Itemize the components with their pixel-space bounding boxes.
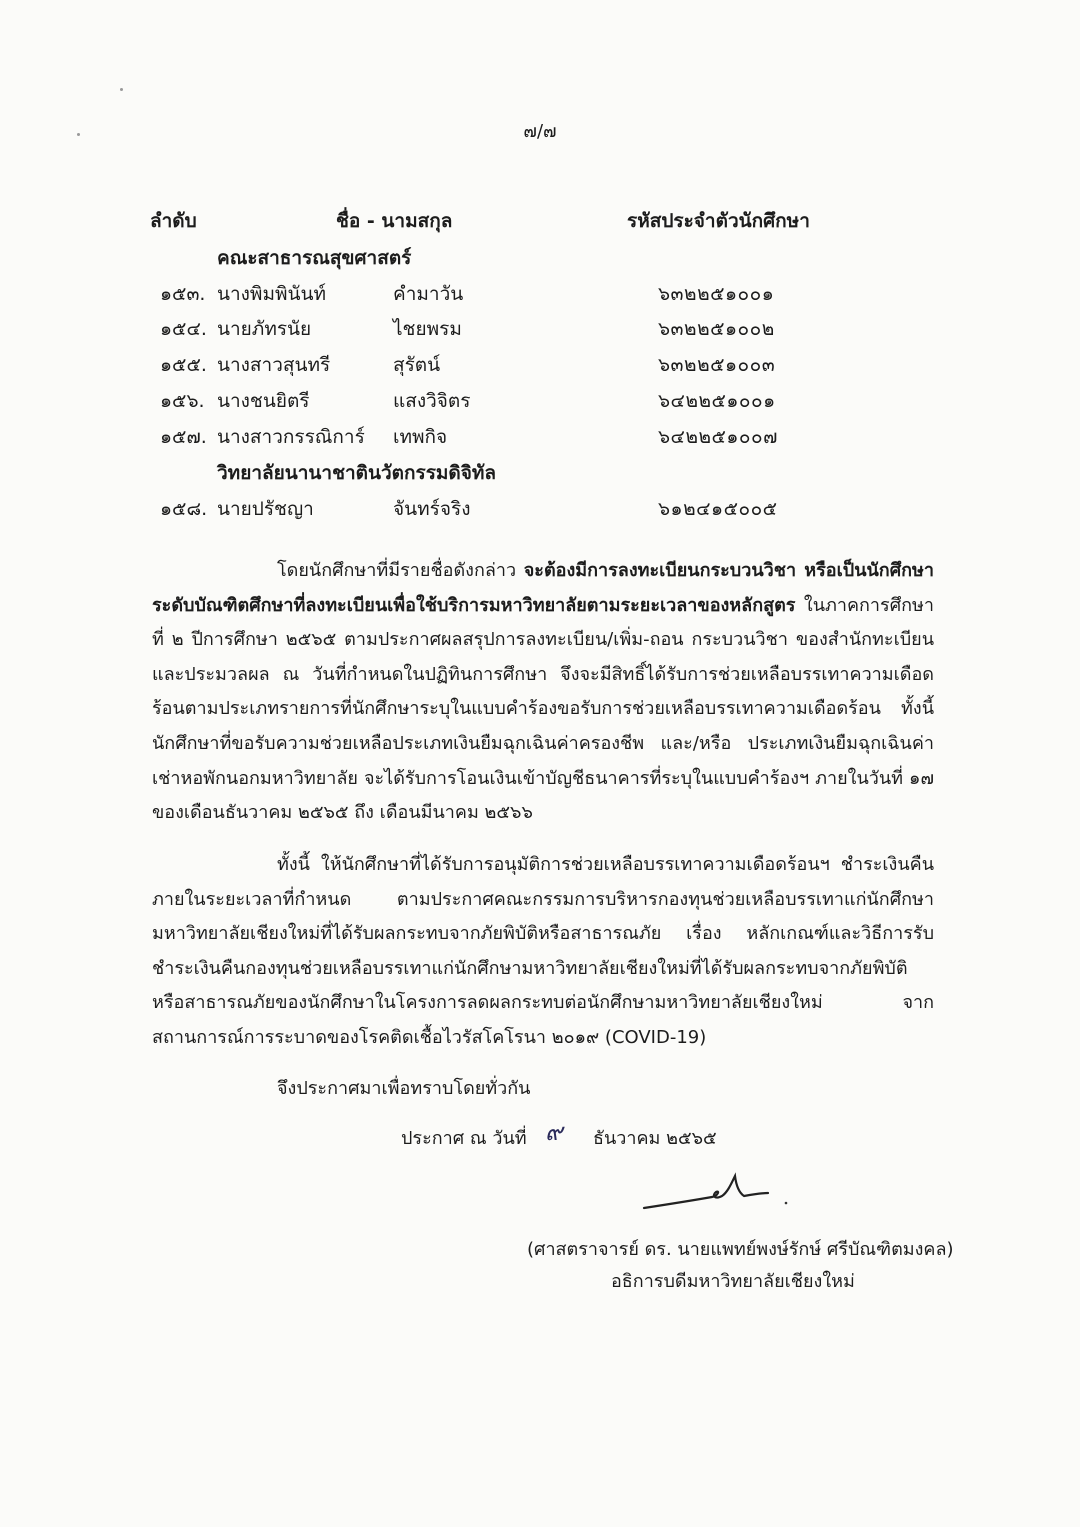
scan-speck: [120, 88, 123, 91]
first-name: นายปรัชญา: [217, 498, 314, 520]
student-id: ๖๑๒๔๑๕๐๐๕: [658, 498, 778, 520]
header-order: ลำดับ: [150, 210, 197, 232]
row-number: ๑๕๔.: [160, 318, 207, 340]
first-name: นางสาวสุนทรี: [217, 354, 331, 376]
header-student-id: รหัสประจำตัวนักศึกษา: [627, 210, 810, 232]
faculty-heading: คณะสาธารณสุขศาสตร์: [217, 247, 412, 269]
repayment-paragraph: ทั้งนี้ ให้นักศึกษาที่ได้รับการอนุมัติการช่วยเหลือบรรเทาความเดือดร้อนฯ ชำระเงินคืนภายในระยะเวลาที่กำหนด ตามประกาศคณะกรรมการบริหารกองทุนช่วยเหลือบรรเทาแก่นักศึกษามหาวิทยาลัยเชียงใหม่ที่ได้รับผลกระทบจากภัยพิบัติหรือสาธารณภัย เรื่อง หลักเกณฑ์และวิธีการรับชำระเงินคืนกองทุนช่วยเหลือบรรเทาแก่นักศึกษามหาวิทยาลัยเชียงใหม่ที่ได้รับผลกระทบจากภัยพิบัติหรือสาธารณภัยของนักศึกษาในโครงการลดผลกระทบต่อนักศึกษามหาวิทยาลัยเชียงใหม่ จากสถานการณ์การระบาดของโรคติดเชื้อไวรัสโคโรนา ๒๐๑๙ (COVID-19): [152, 854, 934, 1048]
table-row: [0, 350, 1080, 380]
faculty-heading: วิทยาลัยนานาชาตินวัตกรรมดิจิทัล: [217, 462, 497, 484]
table-row: [0, 422, 1080, 452]
date-month-year: ธันวาคม ๒๕๖๕: [593, 1128, 717, 1149]
first-name: นายภัทรนัย: [217, 318, 312, 340]
last-name: จันทร์จริง: [393, 498, 471, 520]
header-name: ชื่อ - นามสกุล: [336, 210, 453, 232]
row-number: ๑๕๘.: [160, 498, 208, 520]
date-prefix: ประกาศ ณ วันที่: [401, 1128, 527, 1149]
table-row: [0, 314, 1080, 344]
table-row: [0, 494, 1080, 524]
first-name: นางพิมพินันท์: [217, 283, 327, 305]
student-id: ๖๓๒๒๕๑๐๐๑: [658, 283, 775, 305]
paragraph-text: ในภาคการศึกษาที่ ๒ ปีการศึกษา ๒๕๖๕ ตามประกาศผลสรุปการลงทะเบียน/เพิ่ม-ถอน กระบวนวิชา ของสำนักทะเบียนและประมวลผล ณ วันที่กำหนดในปฏิทินการศึกษา จึงจะมีสิทธิ์ได้รับการช่วยเหลือบรรเทาความเดือดร้อนตามประเภทรายการที่นักศึกษาระบุในแบบคำร้องขอรับการช่วยเหลือบรรเทาความเดือดร้อน ทั้งนี้ นักศึกษาที่ขอรับความช่วยเหลือประเภทเงินยืมฉุกเฉินค่าครองชีพ และ/หรือ ประเภทเงินยืมฉุกเฉินค่าเช่าหอพักนอกมหาวิทยาลัย จะได้รับการโอนเงินเข้าบัญชีธนาคารที่ระบุในแบบคำร้องฯ ภายในวันที่ ๑๗ ของเดือนธันวาคม ๒๕๖๕ ถึง เดือนมีนาคม ๒๕๖๖: [152, 594, 934, 824]
closing-statement: จึงประกาศมาเพื่อทราบโดยทั่วกัน: [277, 1078, 531, 1099]
paragraph-text: โดยนักศึกษาที่มีรายชื่อดังกล่าว: [277, 560, 524, 581]
paragraph-bold-text: จะต้องมีการลงทะเบียนกระบวนวิชา หรือเป็นนักศึกษาระดับบัณฑิตศึกษาที่ลงทะเบียนเพื่อใช้บริการมหาวิทยาลัยตามระยะเวลาของหลักสูตร: [152, 560, 934, 616]
last-name: สุรัตน์: [393, 354, 441, 376]
row-number: ๑๕๗.: [160, 426, 207, 448]
table-row: [0, 279, 1080, 309]
first-name: นางชนยิตรี: [217, 390, 310, 412]
row-number: ๑๕๕.: [160, 354, 207, 376]
student-id: ๖๓๒๒๕๑๐๐๒: [658, 318, 775, 340]
row-number: ๑๕๖.: [160, 390, 205, 412]
last-name: เทพกิจ: [393, 426, 448, 448]
last-name: คำมาวัน: [393, 283, 464, 305]
date-day-handwritten: ๙: [545, 1118, 563, 1146]
last-name: แสงวิจิตร: [393, 390, 471, 412]
student-id: ๖๔๒๒๕๑๐๐๗: [658, 426, 778, 448]
last-name: ไชยพรม: [393, 318, 462, 340]
first-name: นางสาวกรรณิการ์: [217, 426, 365, 448]
signature-image: [640, 1170, 800, 1220]
table-row: [0, 386, 1080, 416]
student-id: ๖๓๒๒๕๑๐๐๓: [658, 354, 776, 376]
signer-name: (ศาสตราจารย์ ดร. นายแพทย์พงษ์รักษ์ ศรีบัณฑิตมงคล): [527, 1239, 954, 1260]
signer-title: อธิการบดีมหาวิทยาลัยเชียงใหม่: [611, 1271, 855, 1292]
row-number: ๑๕๓.: [160, 283, 206, 305]
eligibility-paragraph: [152, 554, 934, 831]
page-number: ๗/๗: [523, 121, 557, 142]
student-id: ๖๔๒๒๕๑๐๐๑: [658, 390, 776, 412]
